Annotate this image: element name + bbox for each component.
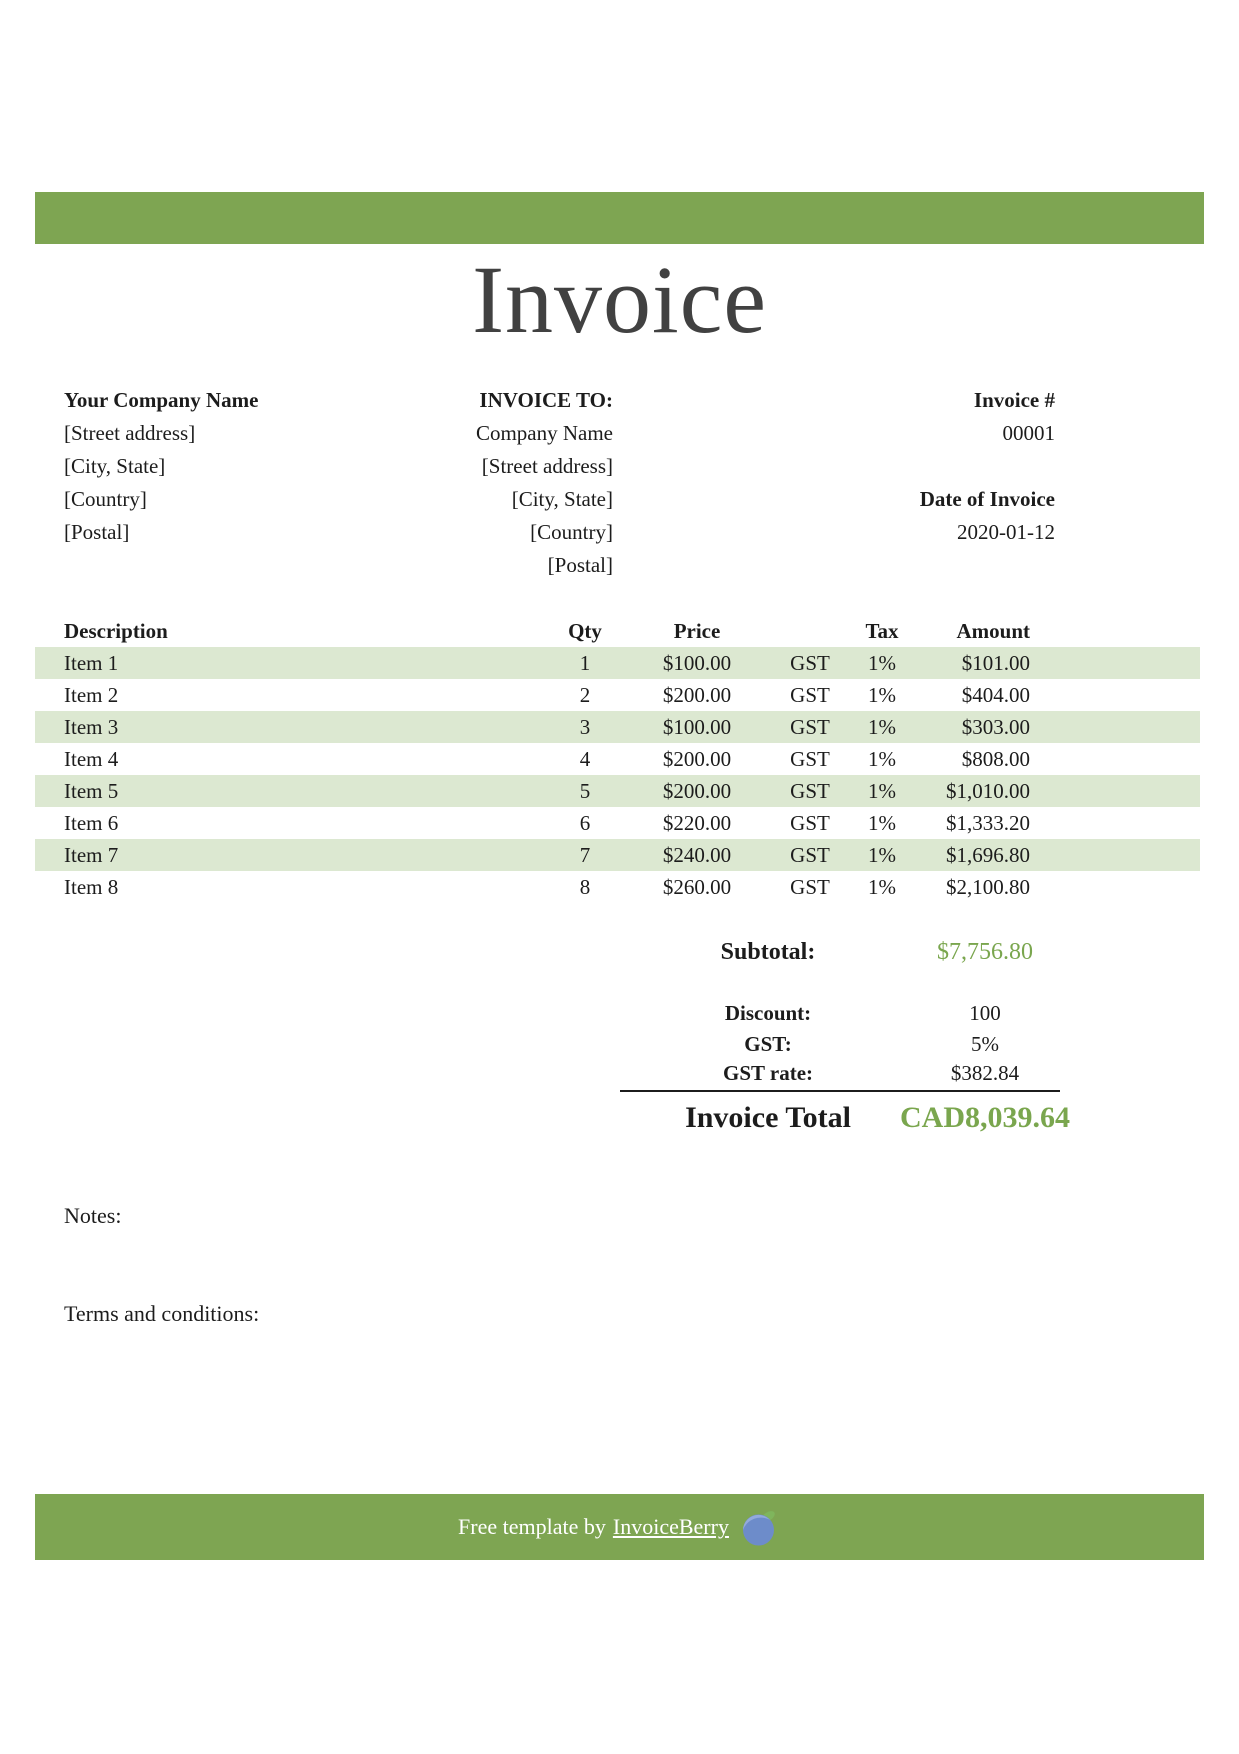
cell-tax-name: GST <box>790 747 830 771</box>
client-street: [Street address] <box>481 454 613 478</box>
cell-qty: 4 <box>579 747 591 771</box>
cell-qty: 1 <box>579 651 591 675</box>
cell-tax-name: GST <box>790 875 830 899</box>
header-price: Price <box>673 619 721 643</box>
cell-description: Item 8 <box>64 875 119 899</box>
invoice-date: 2020-01-12 <box>957 520 1055 544</box>
invoice-total-label: Invoice Total <box>685 1101 851 1134</box>
cell-amount: $303.00 <box>961 715 1030 739</box>
discount-value: 100 <box>969 1001 1001 1025</box>
table-row <box>35 743 1200 775</box>
header-amount: Amount <box>956 619 1030 643</box>
invoice-to-block <box>313 384 613 582</box>
footer-text: Free template by <box>458 1514 606 1539</box>
footer-bar <box>35 1494 1204 1560</box>
cell-price: $200.00 <box>662 747 732 771</box>
cell-tax: 1% <box>868 875 896 899</box>
cell-amount: $1,333.20 <box>946 811 1030 835</box>
totals-divider <box>620 1090 1060 1092</box>
client-name: Company Name <box>475 421 613 445</box>
cell-amount: $1,010.00 <box>946 779 1030 803</box>
cell-amount: $404.00 <box>961 683 1030 707</box>
invoice-number: 00001 <box>1002 421 1055 445</box>
table-row <box>35 679 1200 711</box>
gst-rate-label: GST rate: <box>722 1061 814 1085</box>
invoice-number-label: Invoice # <box>973 388 1055 412</box>
notes-label: Notes: <box>64 1203 122 1228</box>
cell-qty: 5 <box>579 779 591 803</box>
cell-price: $220.00 <box>662 811 732 835</box>
gst-row <box>0 1029 1239 1060</box>
header-tax: Tax <box>865 619 899 643</box>
cell-qty: 6 <box>579 811 591 835</box>
subtotal-row <box>0 936 1239 969</box>
header-accent-bar <box>35 192 1204 244</box>
cell-price: $200.00 <box>662 683 732 707</box>
discount-row <box>0 998 1239 1029</box>
cell-price: $240.00 <box>662 843 732 867</box>
cell-price: $200.00 <box>662 779 732 803</box>
invoice-table-body <box>35 647 1200 903</box>
company-street: [Street address] <box>64 421 196 445</box>
table-row <box>35 871 1200 903</box>
cell-description: Item 4 <box>64 747 119 771</box>
cell-tax: 1% <box>868 715 896 739</box>
page-title: Invoice <box>472 246 767 353</box>
table-row <box>35 839 1200 871</box>
cell-tax-name: GST <box>790 715 830 739</box>
cell-tax-name: GST <box>790 651 830 675</box>
cell-amount: $808.00 <box>961 747 1030 771</box>
terms-label: Terms and conditions: <box>64 1301 260 1326</box>
gst-rate-value: $382.84 <box>950 1061 1020 1085</box>
subtotal-value: $7,756.80 <box>937 939 1033 965</box>
table-header-row <box>35 615 1200 647</box>
cell-qty: 7 <box>579 843 591 867</box>
cell-tax: 1% <box>868 651 896 675</box>
cell-amount: $101.00 <box>961 651 1030 675</box>
cell-description: Item 7 <box>64 843 119 867</box>
gst-label: GST: <box>744 1032 792 1056</box>
cell-qty: 3 <box>579 715 591 739</box>
cell-qty: 2 <box>579 683 591 707</box>
client-postal: [Postal] <box>547 553 613 577</box>
company-name: Your Company Name <box>64 388 259 412</box>
company-city: [City, State] <box>64 454 166 478</box>
table-row <box>35 775 1200 807</box>
cell-description: Item 2 <box>64 683 119 707</box>
cell-amount: $2,100.80 <box>946 875 1030 899</box>
cell-tax-name: GST <box>790 683 830 707</box>
cell-price: $100.00 <box>662 715 732 739</box>
gst-rate-row <box>0 1058 1239 1089</box>
cell-amount: $1,696.80 <box>946 843 1030 867</box>
subtotal-label: Subtotal: <box>720 939 816 965</box>
invoice-date-label: Date of Invoice <box>919 487 1055 511</box>
cell-tax: 1% <box>868 811 896 835</box>
gst-value: 5% <box>971 1032 999 1056</box>
cell-tax: 1% <box>868 843 896 867</box>
discount-label: Discount: <box>724 1001 812 1025</box>
cell-tax: 1% <box>868 779 896 803</box>
cell-tax: 1% <box>868 747 896 771</box>
client-city: [City, State] <box>511 487 613 511</box>
header-description: Description <box>64 619 168 643</box>
cell-description: Item 6 <box>64 811 119 835</box>
client-country: [Country] <box>530 520 613 544</box>
company-block <box>64 384 258 549</box>
cell-description: Item 3 <box>64 715 119 739</box>
invoice-to-label: INVOICE TO: <box>479 388 613 412</box>
meta-spacer <box>755 450 1055 483</box>
cell-tax-name: GST <box>790 811 830 835</box>
invoice-total-row <box>0 1098 1239 1138</box>
company-postal: [Postal] <box>64 520 130 544</box>
cell-tax-name: GST <box>790 843 830 867</box>
cell-description: Item 1 <box>64 651 119 675</box>
cell-price: $100.00 <box>662 651 732 675</box>
header-qty: Qty <box>568 619 602 643</box>
invoiceberry-link[interactable]: InvoiceBerry <box>612 1514 729 1539</box>
cell-description: Item 5 <box>64 779 119 803</box>
company-country: [Country] <box>64 487 147 511</box>
table-row <box>35 647 1200 679</box>
cell-tax-name: GST <box>790 779 830 803</box>
blueberry-logo-icon <box>739 1507 781 1549</box>
table-row <box>35 807 1200 839</box>
cell-tax: 1% <box>868 683 896 707</box>
table-row <box>35 711 1200 743</box>
line-items-table <box>35 615 1200 903</box>
cell-price: $260.00 <box>662 875 732 899</box>
cell-qty: 8 <box>579 875 591 899</box>
invoice-total-value: CAD8,039.64 <box>900 1101 1070 1134</box>
invoice-meta-block <box>755 384 1055 549</box>
